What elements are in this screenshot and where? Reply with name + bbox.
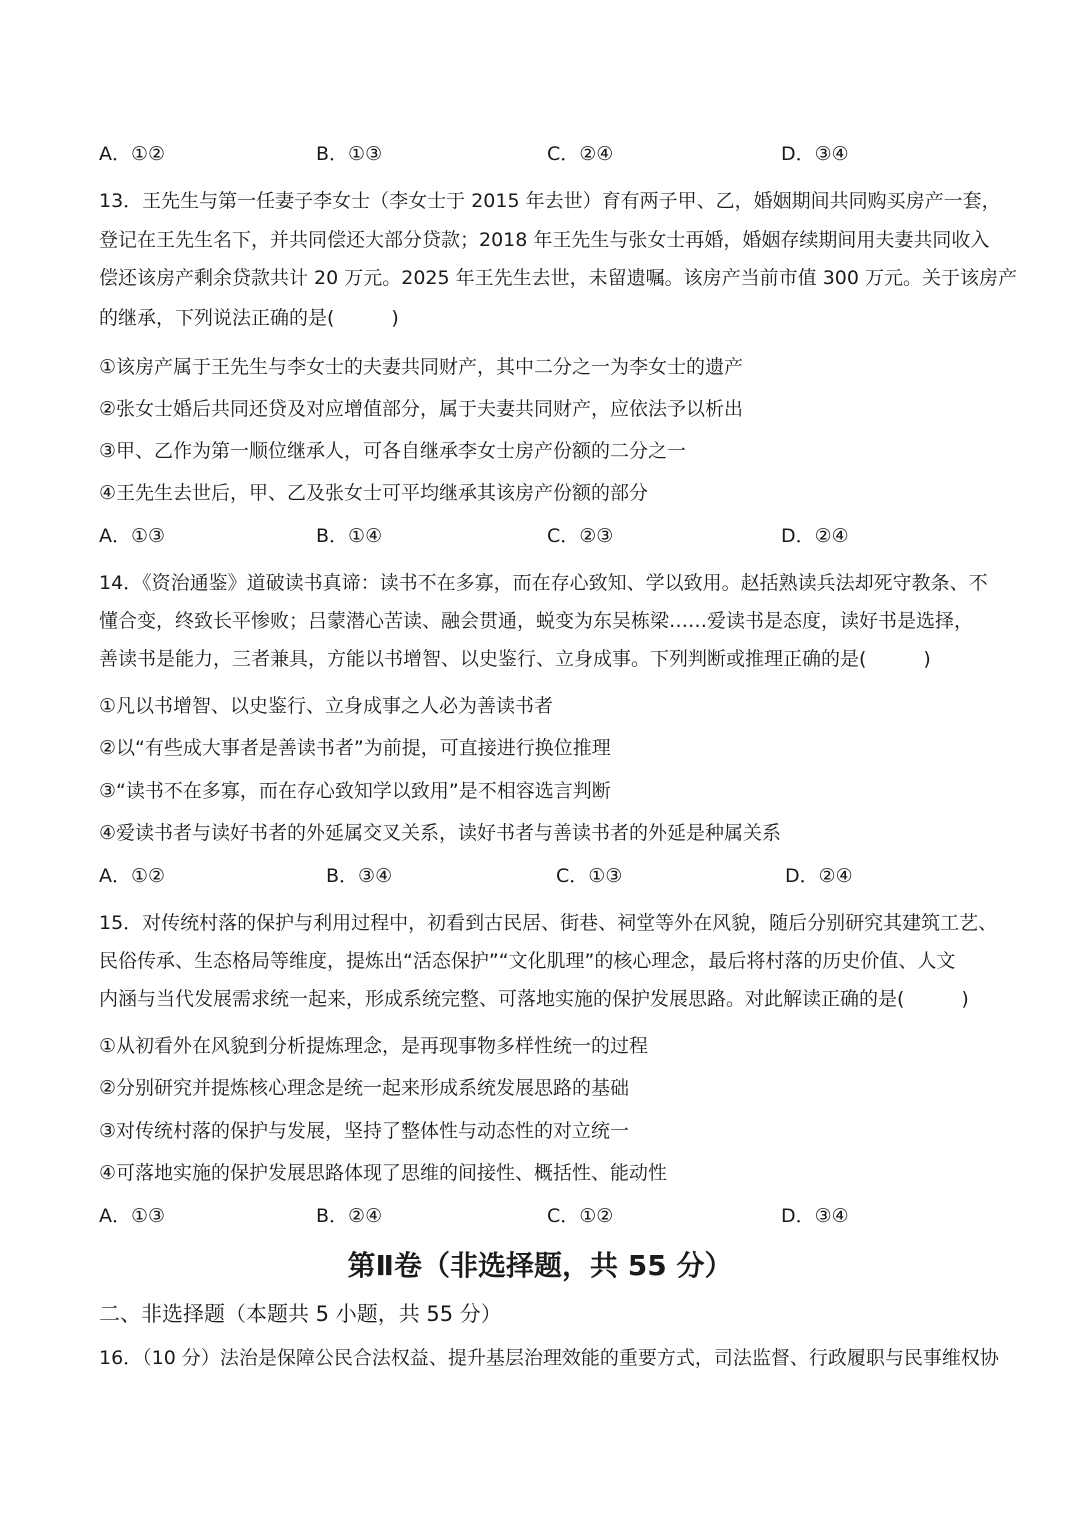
q16-stem-line-1: 16．（10 分）法治是保障公民合法权益、提升基层治理效能的重要方式，司法监督、行政履职与民事维权协 xyxy=(99,1347,999,1369)
section-title: 第Ⅱ卷（非选择题，共 55 分） xyxy=(347,1249,733,1282)
q15-stem-line-1: 15．对传统村落的保护与利用过程中，初看到古民居、街巷、祠堂等外在风貌，随后分别研究其建筑工艺、 xyxy=(99,912,998,934)
q14-item-1: ①凡以书增智、以史鉴行、立身成事之人必为善读书者 xyxy=(99,695,554,717)
q13-item-3: ③甲、乙作为第一顺位继承人，可各自继承李女士房产份额的二分之一 xyxy=(99,440,687,462)
q15-option-d[interactable]: D．③④ xyxy=(781,1205,849,1227)
q15-option-c[interactable]: C．①② xyxy=(547,1205,614,1227)
q13-item-2: ②张女士婚后共同还贷及对应增值部分，属于夫妻共同财产，应依法予以析出 xyxy=(99,398,744,420)
q13-options xyxy=(99,524,999,548)
q12-option-d[interactable]: D．③④ xyxy=(781,143,849,165)
q12-option-b[interactable]: B．①③ xyxy=(316,143,383,165)
q14-option-a[interactable]: A．①② xyxy=(99,865,166,887)
q12-options xyxy=(99,142,999,166)
q14-stem-line-1: 14．《资治通鉴》道破读书真谛：读书不在多寡，而在存心致知、学以致用。赵括熟读兵法却死守教条、不 xyxy=(99,572,988,594)
q12-option-a[interactable]: A．①② xyxy=(99,143,166,165)
q14-stem-line-3: 善读书是能力，三者兼具，方能以书增智、以史鉴行、立身成事。下列判断或推理正确的是( ) xyxy=(99,648,931,670)
q13-item-1: ①该房产属于王先生与李女士的夫妻共同财产，其中二分之一为李女士的遗产 xyxy=(99,356,744,378)
q13-option-d[interactable]: D．②④ xyxy=(781,525,849,547)
q12-option-c[interactable]: C．②④ xyxy=(547,143,614,165)
q14-option-c[interactable]: C．①③ xyxy=(556,865,623,887)
q15-item-3: ③对传统村落的保护与发展，坚持了整体性与动态性的对立统一 xyxy=(99,1120,630,1142)
q15-option-a[interactable]: A．①③ xyxy=(99,1205,166,1227)
q13-stem-line-3: 偿还该房产剩余贷款共计 20 万元。2025 年王先生去世，未留遗嘱。该房产当前市值 300 万元。关于该房产 xyxy=(99,267,1017,289)
section-subtitle: 二、非选择题（本题共 5 小题，共 55 分） xyxy=(99,1302,502,1326)
q13-item-4: ④王先生去世后，甲、乙及张女士可平均继承其该房产份额的部分 xyxy=(99,482,649,504)
q15-stem-line-3: 内涵与当代发展需求统一起来，形成系统完整、可落地实施的保护发展思路。对此解读正确的是( ) xyxy=(99,988,969,1010)
q15-option-b[interactable]: B．②④ xyxy=(316,1205,383,1227)
q14-item-3: ③“读书不在多寡，而在存心致知学以致用”是不相容选言判断 xyxy=(99,780,611,802)
q15-options xyxy=(99,1204,999,1228)
q14-stem-line-2: 懂合变，终致长平惨败；吕蒙潜心苦读、融会贯通，蜕变为东吴栋梁……爱读书是态度，读好书是选择， xyxy=(99,610,974,632)
q15-stem-line-2: 民俗传承、生态格局等维度，提炼出“活态保护”“文化肌理”的核心理念，最后将村落的历史价值、人文 xyxy=(99,950,956,972)
q13-option-a[interactable]: A．①③ xyxy=(99,525,166,547)
q14-item-4: ④爱读书者与读好书者的外延属交叉关系，读好书者与善读书者的外延是种属关系 xyxy=(99,822,782,844)
q13-option-c[interactable]: C．②③ xyxy=(547,525,614,547)
q13-stem-line-2: 登记在王先生名下，并共同偿还大部分贷款；2018 年王先生与张女士再婚，婚姻存续期间用夫妻共同收入 xyxy=(99,229,990,251)
q13-stem-line-1: 13．王先生与第一任妻子李女士（李女士于 2015 年去世）育有两子甲、乙，婚姻期间共同购买房产一套， xyxy=(99,190,1001,212)
q15-item-4: ④可落地实施的保护发展思路体现了思维的间接性、概括性、能动性 xyxy=(99,1162,668,1184)
q14-item-2: ②以“有些成大事者是善读书者”为前提，可直接进行换位推理 xyxy=(99,737,611,759)
q13-stem-line-4: 的继承，下列说法正确的是( ) xyxy=(99,307,399,329)
q13-option-b[interactable]: B．①④ xyxy=(316,525,383,547)
q14-option-b[interactable]: B．③④ xyxy=(326,865,393,887)
q14-option-d[interactable]: D．②④ xyxy=(785,865,853,887)
q15-item-1: ①从初看外在风貌到分析提炼理念，是再现事物多样性统一的过程 xyxy=(99,1035,649,1057)
q15-item-2: ②分别研究并提炼核心理念是统一起来形成系统发展思路的基础 xyxy=(99,1077,630,1099)
q14-options xyxy=(99,864,999,888)
